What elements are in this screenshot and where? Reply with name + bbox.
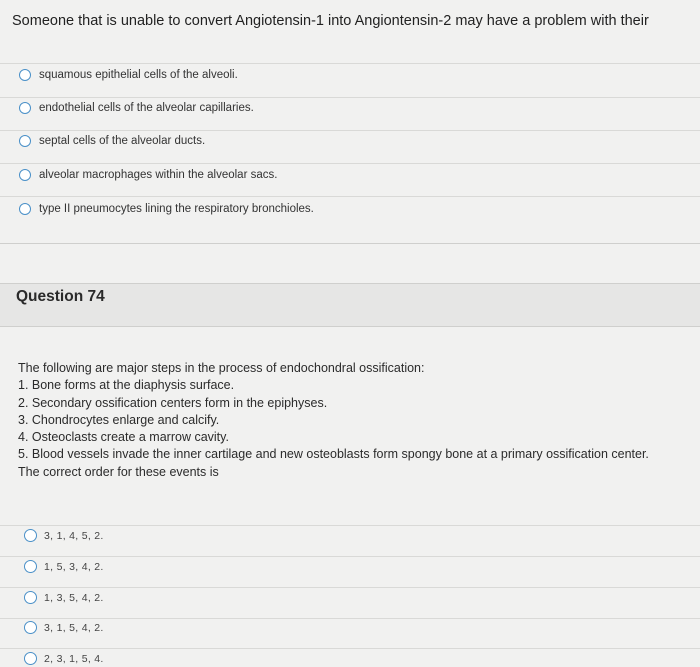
prompt-line: 3. Chondrocytes enlarge and calcify. xyxy=(18,412,220,427)
option-squamous[interactable] xyxy=(19,69,238,81)
radio-button[interactable] xyxy=(24,652,37,665)
option-label: 3, 1, 5, 4, 2. xyxy=(44,621,104,634)
option-a[interactable] xyxy=(24,529,104,542)
radio-button[interactable] xyxy=(19,203,31,215)
option-label: squamous epithelial cells of the alveoli. xyxy=(39,69,238,81)
prompt-line: 4. Osteoclasts create a marrow cavity. xyxy=(18,430,229,445)
radio-button[interactable] xyxy=(19,135,31,147)
option-label: 1, 3, 5, 4, 2. xyxy=(44,591,104,604)
prompt-line: The correct order for these events is xyxy=(18,464,219,479)
question-title: Question 74 xyxy=(16,288,105,305)
option-c[interactable] xyxy=(24,591,104,604)
section-divider xyxy=(0,243,700,244)
radio-button[interactable] xyxy=(24,591,37,604)
divider xyxy=(0,63,700,64)
prompt-line: 1. Bone forms at the diaphysis surface. xyxy=(18,378,235,393)
option-label: type II pneumocytes lining the respiratory bronchioles. xyxy=(39,203,314,215)
option-type2[interactable] xyxy=(19,203,314,215)
option-e[interactable] xyxy=(24,652,104,665)
prompt-line: 2. Secondary ossification centers form in the epiphyses. xyxy=(18,395,328,410)
divider xyxy=(0,130,700,131)
option-macrophages[interactable] xyxy=(19,169,277,181)
option-label: 3, 1, 4, 5, 2. xyxy=(44,529,104,542)
option-septal[interactable] xyxy=(19,135,205,147)
option-endothelial[interactable] xyxy=(19,102,254,114)
radio-button[interactable] xyxy=(24,560,37,573)
option-d[interactable] xyxy=(24,621,104,634)
radio-button[interactable] xyxy=(19,169,31,181)
option-label: endothelial cells of the alveolar capillaries. xyxy=(39,102,254,114)
option-label: 2, 3, 1, 5, 4. xyxy=(44,652,104,665)
question-header xyxy=(0,283,700,327)
divider xyxy=(0,97,700,98)
prompt-line: 5. Blood vessels invade the inner cartilage and new osteoblasts form spongy bone at a primary ossification center. xyxy=(18,447,649,462)
divider xyxy=(0,556,700,557)
option-label: 1, 5, 3, 4, 2. xyxy=(44,560,104,573)
option-label: alveolar macrophages within the alveolar sacs. xyxy=(39,169,278,181)
radio-button[interactable] xyxy=(19,102,31,114)
radio-button[interactable] xyxy=(24,529,37,542)
divider xyxy=(0,648,700,649)
divider xyxy=(0,163,700,164)
option-b[interactable] xyxy=(24,560,104,573)
prompt-line: The following are major steps in the process of endochondral ossification: xyxy=(18,361,425,375)
question-prompt xyxy=(18,360,688,481)
radio-button[interactable] xyxy=(19,69,31,81)
option-label: septal cells of the alveolar ducts. xyxy=(39,135,206,147)
divider xyxy=(0,618,700,619)
divider xyxy=(0,525,700,526)
divider xyxy=(0,587,700,588)
divider xyxy=(0,196,700,197)
question-prev-text: Someone that is unable to convert Angiotensin-1 into Angiontensin-2 may have a problem with their xyxy=(12,13,649,29)
radio-button[interactable] xyxy=(24,621,37,634)
